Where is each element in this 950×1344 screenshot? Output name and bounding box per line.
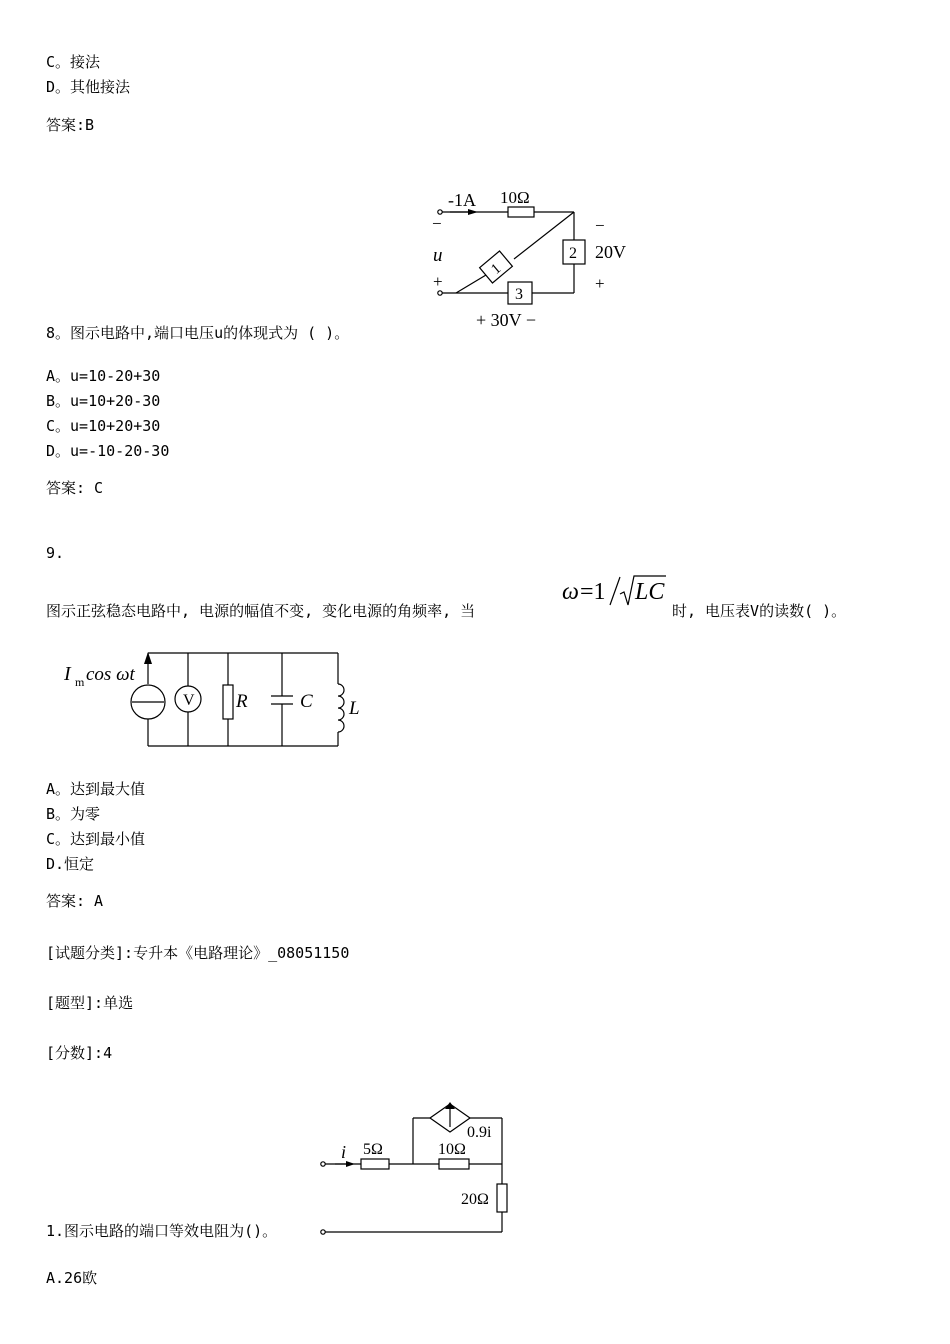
source-i: I [64,663,71,685]
q8-box3-label: 3 [515,286,523,303]
q1-circuit-diagram [315,1098,525,1243]
option-c: C。接法 [46,53,101,71]
q8-left-minus: − [432,214,442,233]
source-rest: cos ωt [86,664,135,685]
formula-lc: LC [635,579,665,605]
formula-omega: ω [562,579,579,605]
q9-number: 9. [46,544,65,562]
q9-option-c: C。达到最小值 [46,830,146,848]
q9-option-d: D.恒定 [46,855,95,873]
q8-option-b: B。u=10+20-30 [46,392,161,410]
question-type: [题型]:单选 [46,994,134,1012]
q8-option-d: D。u=-10-20-30 [46,442,170,460]
q8-question: 8。图示电路中,端口电压u的体现式为 ( )。 [46,324,350,342]
q9-text-before: 图示正弦稳态电路中, 电源的幅值不变, 变化电源的角频率, 当 [46,602,476,620]
q8-resistor-label: 10Ω [500,188,530,207]
q8-answer: 答案: C [46,479,104,497]
q8-option-a: A。u=10-20+30 [46,367,161,385]
q1-r20-label: 20Ω [461,1191,489,1208]
q1-r5-label: 5Ω [363,1141,383,1158]
q8-current-label: -1A [448,190,476,210]
q1-question: 1.图示电路的端口等效电阻为()。 [46,1222,278,1240]
q9-formula [560,572,672,608]
q8-right-minus: − [595,216,605,235]
q8-30v-label: + 30V − [476,310,536,330]
q9-option-b: B。为零 [46,805,101,823]
q8-20v-label: 20V [595,242,626,262]
q8-right-plus: + [595,274,605,293]
question-category: [试题分类]:专升本《电路理论》_08051150 [46,944,350,962]
q8-box2-label: 2 [569,245,577,262]
source-m: m [75,675,85,689]
q1-option-a: A.26欧 [46,1269,98,1287]
q1-dep-label: 0.9i [467,1124,492,1141]
q1-r10-label: 10Ω [438,1141,466,1158]
question-score: [分数]:4 [46,1044,113,1062]
q8-box1-label: 1 [488,260,505,278]
q8-option-c: C。u=10+20+30 [46,417,161,435]
q8-port-u: u [433,245,443,266]
q8-left-plus: + [433,272,443,291]
capacitor-c: C [300,691,313,712]
option-d: D。其他接法 [46,78,131,96]
voltmeter-label: V [183,692,195,709]
q9-text-after: 时, 电压表V的读数( )。 [672,602,847,620]
q9-option-a: A。达到最大值 [46,780,146,798]
q8-circuit-diagram [420,185,650,335]
resistor-r: R [236,691,248,712]
q9-circuit-diagram [60,648,370,753]
answer-prev: 答案:B [46,116,95,134]
q9-answer: 答案: A [46,892,104,910]
formula-eq: =1 [580,579,606,605]
inductor-l: L [349,698,360,719]
q1-current-label: i [341,1142,347,1162]
